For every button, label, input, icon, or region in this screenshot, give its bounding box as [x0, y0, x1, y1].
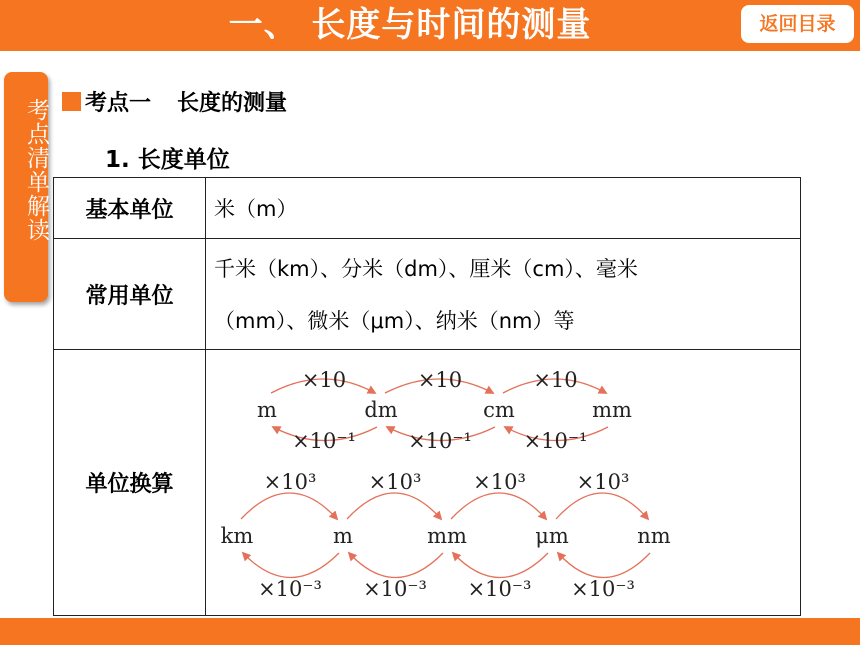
row1-backward-factor: ×10⁻¹ [292, 428, 356, 453]
row2-forward-factor: ×10³ [576, 469, 630, 494]
row2-backward-factor: ×10⁻³ [363, 576, 427, 601]
row2-forward-factor: ×10³ [263, 469, 317, 494]
table-row [54, 178, 801, 239]
row2-backward-arrow [453, 553, 548, 578]
side-tab[interactable] [4, 72, 48, 302]
row2-unit-label: μm [535, 523, 569, 548]
row2-unit-label: mm [427, 523, 467, 548]
table-row [54, 350, 801, 616]
section-heading [62, 86, 287, 117]
row2-backward-factor: ×10⁻³ [571, 576, 635, 601]
row1-forward-factor: ×10 [533, 367, 578, 392]
square-bullet-icon [62, 92, 81, 111]
side-tab-label: 考点清单解读 [23, 98, 49, 242]
row2-unit-label: km [220, 523, 254, 548]
section-title: 长度的测量 [177, 91, 288, 116]
conversion-diagram-cell [206, 350, 801, 616]
subsection-heading: 1. 长度单位 [105, 147, 230, 173]
conversion-diagram [206, 351, 800, 615]
footer-bar [0, 618, 860, 645]
row-label: 常用单位 [54, 239, 206, 350]
row-value: 米（m） [206, 178, 801, 239]
units-table [53, 177, 801, 616]
row1-backward-factor: ×10⁻¹ [408, 428, 472, 453]
row-label: 单位换算 [54, 350, 206, 616]
row2-backward-arrow [243, 553, 339, 578]
page-title: 一、 长度与时间的测量 [228, 5, 592, 45]
row2-forward-arrow [556, 493, 648, 519]
row1-backward-factor: ×10⁻¹ [523, 428, 588, 453]
row1-unit-label: mm [592, 397, 632, 422]
row2-backward-factor: ×10⁻³ [467, 576, 532, 601]
row1-unit-label: dm [364, 397, 398, 422]
row1-forward-factor: ×10 [301, 367, 347, 392]
row-label: 基本单位 [54, 178, 206, 239]
row2-backward-arrow [349, 553, 443, 578]
row2-backward-arrow [558, 553, 650, 578]
row1-unit-label: m [257, 397, 277, 422]
row1-forward-factor: ×10 [417, 367, 463, 392]
section-prefix: 考点一 [85, 91, 152, 116]
row2-forward-arrow [451, 493, 546, 519]
back-to-contents-button[interactable]: 返回目录 [741, 5, 854, 43]
row2-forward-factor: ×10³ [368, 469, 422, 494]
row1-unit-label: cm [483, 397, 515, 422]
row2-unit-label: m [333, 523, 353, 548]
row2-forward-arrow [347, 493, 441, 519]
row-value-line: 千米（km）、分米（dm）、厘米（cm）、毫米 [214, 257, 638, 281]
row-value [206, 239, 801, 350]
row2-forward-factor: ×10³ [473, 469, 526, 494]
row2-backward-factor: ×10⁻³ [258, 576, 322, 601]
row-value-line: （mm）、微米（μm）、纳米（nm）等 [214, 309, 575, 333]
row2-unit-label: nm [637, 523, 671, 548]
row2-forward-arrow [241, 493, 337, 519]
table-row [54, 239, 801, 350]
